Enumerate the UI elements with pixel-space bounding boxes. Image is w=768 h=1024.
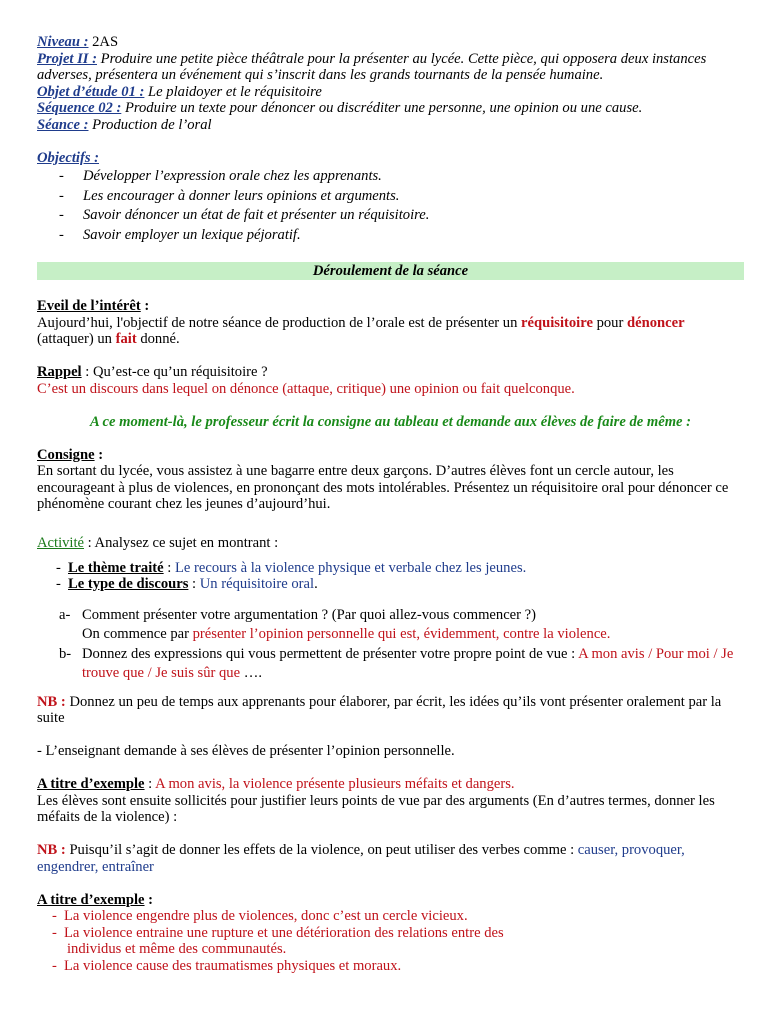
niveau-value: 2AS [88, 34, 119, 50]
type-end: . [314, 576, 318, 593]
nb-label: NB : [37, 842, 66, 859]
sequence-line [37, 100, 744, 117]
objectifs-list [37, 168, 744, 244]
question-b [37, 645, 744, 684]
niveau-label: Niveau : [37, 34, 89, 50]
type-sep: : [188, 576, 200, 593]
nb-verbs: causer, provoquer, engendrer, entraîner [37, 842, 685, 875]
projet-label: Projet II : [37, 50, 97, 67]
consigne-colon: : [94, 446, 104, 463]
exemple-item-continuation: individus et même des communautés. [67, 941, 287, 958]
eveil-colon: : [140, 298, 150, 315]
exemple-label: A titre d’exemple [37, 891, 145, 908]
projet-line [37, 51, 744, 84]
question-a [37, 606, 744, 645]
sequence-label: Séquence 02 : [37, 100, 122, 116]
rappel-question: : Qu’est-ce qu’un réquisitoire ? [81, 364, 268, 381]
objectifs-heading [37, 150, 744, 167]
nb-note-2 [37, 842, 744, 875]
exemple-item [37, 925, 744, 958]
objet-line [37, 84, 744, 101]
question-b-end: …. [240, 665, 262, 682]
question-b-marker: b- [59, 645, 72, 662]
keyword-requisitoire: réquisitoire [521, 314, 593, 331]
theme-label: Le thème traité [68, 559, 164, 576]
objectifs-label: Objectifs : [37, 149, 100, 166]
question-a-marker: a- [59, 606, 71, 623]
niveau-line [37, 34, 744, 51]
theme-item [37, 560, 744, 577]
exemple-sep: : [144, 776, 156, 793]
consigne-heading [37, 447, 744, 464]
type-item [37, 576, 744, 593]
keyword-fait: fait [115, 331, 137, 348]
seance-line [37, 117, 744, 134]
eveil-text [37, 315, 744, 348]
objet-value: Le plaidoyer et le réquisitoire [144, 83, 322, 100]
rappel-label: Rappel [37, 364, 82, 381]
eveil-text-part: Aujourd’hui, l'objectif de notre séance de production de l’orale est de présenter un [37, 314, 522, 331]
sequence-value: Produire un texte pour dénoncer ou discréditer une personne, une opinion ou une cause. [121, 100, 643, 116]
exemple-2-list [37, 908, 744, 974]
eveil-heading [37, 298, 744, 315]
exemple-1-follow: Les élèves sont ensuite sollicités pour justifier leurs points de vue par des arguments (En d’autres termes, donner les méfaits de la violence) : [37, 792, 715, 826]
exemple-1 [37, 776, 744, 793]
question-a-answer: présenter l’opinion personnelle qui est, évidemment, contre la violence. [192, 626, 611, 643]
nb-text: Puisqu’il s’agit de donner les effets de la violence, on peut utiliser des verbes comme : [65, 842, 578, 859]
question-a-answer-prefix: On commence par [82, 626, 193, 643]
theme-sep: : [163, 559, 175, 576]
objectif-item: - Les encourager à donner leurs opinions et arguments. [37, 188, 744, 205]
type-label: Le type de discours [68, 576, 189, 593]
objectif-item: - Savoir dénoncer un état de fait et présenter un réquisitoire. [37, 207, 744, 224]
teacher-instruction: A ce moment-là, le professeur écrit la consigne au tableau et demande aux élèves de faire de même : [89, 413, 692, 430]
consigne-text: En sortant du lycée, vous assistez à une bagarre entre deux garçons. D’autres élèves font un cercle autour, les encourageant à plus de violences, en prononçant des mots intolérables. Présentez un réquisitoire oral pour dénoncer ce phénomène courant chez les jeunes d’aujourd’hui. [37, 463, 729, 513]
keyword-denoncer: dénoncer [627, 314, 685, 331]
eveil-text-part: (attaquer) un [37, 331, 116, 348]
activite-intro: : Analysez ce sujet en montrant : [84, 535, 279, 552]
eveil-text-part: pour [592, 314, 627, 331]
projet-value: Produire une petite pièce théâtrale pour la présenter au lycée. Cette pièce, qui opposera deux instances adverses, présentera un événement qui s’inscrit dans les grands tournants de la pensée humaine. [37, 50, 707, 83]
activite-list [37, 560, 744, 593]
exemple-value: A mon avis, la violence présente plusieurs méfaits et dangers. [155, 776, 515, 793]
seance-label: Séance : [37, 116, 89, 133]
question-a-text: Comment présenter votre argumentation ? (Par quoi allez-vous commencer ?) [82, 606, 537, 623]
consigne-label: Consigne [37, 446, 95, 463]
enseignant-line: - L’enseignant demande à ses élèves de présenter l’opinion personnelle. [37, 743, 455, 760]
eveil-label: Eveil de l’intérêt [37, 298, 141, 315]
nb-note-1 [37, 694, 744, 727]
objet-label: Objet d’étude 01 : [37, 83, 145, 100]
objectif-item: - Développer l’expression orale chez les apprenants. [37, 168, 744, 185]
rappel-answer: C’est un discours dans lequel on dénonce (attaque, critique) une opinion ou fait quelconque. [37, 380, 575, 397]
exemple-item: - La violence cause des traumatismes physiques et moraux. [37, 958, 744, 975]
theme-value: Le recours à la violence physique et verbale chez les jeunes. [174, 559, 527, 576]
exemple-label: A titre d’exemple [37, 776, 145, 793]
exemple-colon: : [144, 891, 154, 908]
nb-text: Donnez un peu de temps aux apprenants pour élaborer, par écrit, les idées qu’ils vont présenter oralement par la suite [37, 693, 722, 727]
exemple-item: - La violence engendre plus de violences, donc c’est un cercle vicieux. [37, 908, 744, 925]
question-b-answer: A mon avis / Pour moi / Je trouve que / Je suis sûr que [82, 645, 734, 682]
question-b-text: Donnez des expressions qui vous permettent de présenter votre propre point de vue : [82, 645, 579, 662]
nb-label: NB : [37, 693, 66, 710]
section-banner: Déroulement de la séance [37, 262, 744, 281]
activite-line [37, 535, 744, 552]
activite-label: Activité [37, 535, 85, 552]
exemple-item-text: La violence entraine une rupture et une détérioration des relations entre des [64, 924, 504, 941]
type-value: Un réquisitoire oral [199, 576, 315, 593]
exemple-2-heading [37, 892, 744, 909]
rappel-line [37, 364, 744, 381]
seance-value: Production de l’oral [88, 116, 212, 133]
eveil-text-part: donné. [136, 331, 180, 348]
objectif-item: - Savoir employer un lexique péjoratif. [37, 227, 744, 244]
